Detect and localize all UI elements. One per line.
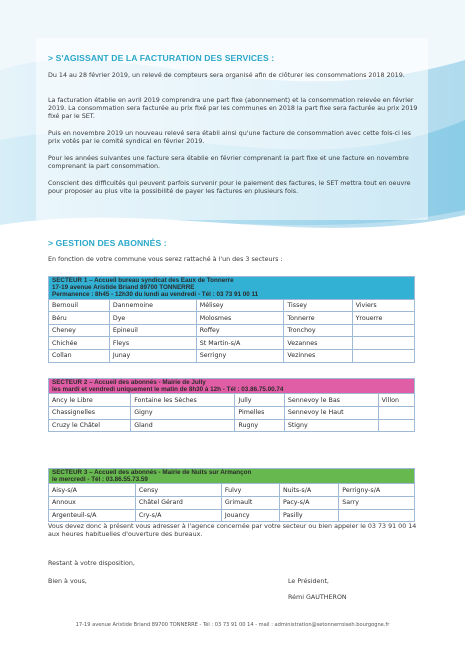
sector-header-row	[49, 379, 415, 394]
table-row	[49, 299, 415, 312]
commune-cell: Aisy-s/A	[49, 484, 136, 497]
commune-cell: Ancy le Libre	[49, 394, 131, 407]
billing-paragraph-2: La facturation établie en avril 2019 comprendra une part fixe (abonnement) et la consommation relevée en février 2019. La consommation sera facturée au prix fixé par les communes en 2018 la part fixe sera facturée au prix 2019 fixé par le SET.	[48, 97, 418, 121]
sector-2-table	[48, 378, 415, 432]
commune-cell: Pacy-s/A	[279, 497, 338, 510]
billing-section-title: > S'AGISSANT DE LA FACTURATION DES SERVICES :	[48, 53, 275, 63]
commune-cell	[352, 337, 414, 350]
commune-cell: Sennevoy le Haut	[284, 407, 378, 420]
commune-cell: Vezinnes	[284, 349, 352, 362]
commune-cell: Junay	[109, 349, 196, 362]
commune-cell	[378, 419, 414, 432]
sector-header-line: 17-19 avenue Aristide Briand 89700 TONNERRE	[52, 284, 195, 292]
sector-1-table	[48, 276, 415, 363]
commune-cell: Cruzy le Châtel	[49, 419, 131, 432]
table-row	[49, 497, 415, 510]
commune-cell: Gigny	[131, 407, 235, 420]
commune-cell: Pimelles	[235, 407, 284, 420]
commune-cell: Sarry	[339, 497, 415, 510]
sector-header-row	[49, 469, 415, 484]
closing-availability: Restant à votre disposition,	[48, 560, 135, 567]
subscribers-section-title: > GESTION DES ABONNÉS :	[48, 238, 167, 248]
commune-cell: Censy	[135, 484, 221, 497]
commune-cell: Yrouerre	[352, 312, 414, 325]
signature-name: Rémi GAUTHERON	[288, 594, 347, 601]
sector-1-header	[49, 277, 415, 300]
commune-cell: Annoux	[49, 497, 136, 510]
commune-cell: Bernouil	[49, 299, 110, 312]
commune-cell: Tissey	[284, 299, 352, 312]
sector-header-line: les mardi et vendredi uniquement le matin de 8h30 à 12h - Tél : 03.86.75.00.74	[52, 386, 284, 394]
commune-cell: Sennevoy le Bas	[284, 394, 378, 407]
commune-cell: Roffey	[196, 324, 284, 337]
commune-cell: Tronchoy	[284, 324, 352, 337]
commune-cell: Fulvy	[221, 484, 279, 497]
table-row	[49, 324, 415, 337]
commune-cell: Epineuil	[109, 324, 196, 337]
commune-cell: Dannemoine	[109, 299, 196, 312]
commune-cell: Serrigny	[196, 349, 284, 362]
commune-cell: Viviers	[352, 299, 414, 312]
commune-cell: Molosmes	[196, 312, 284, 325]
sector-2-header	[49, 379, 415, 394]
table-row	[49, 337, 415, 350]
commune-cell: Perrigny-s/A	[339, 484, 415, 497]
commune-cell: Dye	[109, 312, 196, 325]
signature-role: Le Président,	[288, 578, 329, 585]
closing-paragraph: Vous devez donc à présent vous adresser à l'agence concernée par votre secteur ou bien appeler le 03 73 91 00 14 aux heures habituelles d'ouverture des bureaux.	[48, 523, 417, 539]
commune-cell: Jouancy	[221, 509, 279, 522]
commune-cell: Fontaine les Sèches	[131, 394, 235, 407]
commune-cell: Chichée	[49, 337, 110, 350]
commune-cell: Chassignelles	[49, 407, 131, 420]
billing-paragraph-3: Puis en novembre 2019 un nouveau relevé sera établi ainsi qu'une facture de consommation avec cette fois-ci les prix votés par le comité syndical en février 2019.	[48, 130, 411, 146]
table-row	[49, 312, 415, 325]
page-footer: 17-19 avenue Aristide Briand 89700 TONNERRE - Tél : 03 73 91 00 14 - mail : administration@setonnerroiseh.bourgogne.fr	[75, 622, 390, 628]
commune-cell: Fleys	[109, 337, 196, 350]
commune-cell: Stigny	[284, 419, 378, 432]
commune-cell: Jully	[235, 394, 284, 407]
commune-cell: Pasilly	[279, 509, 338, 522]
commune-cell	[339, 509, 415, 522]
commune-cell: Collan	[49, 349, 110, 362]
table-row	[49, 509, 415, 522]
commune-cell	[352, 349, 414, 362]
billing-paragraph-5: Conscient des difficultés qui peuvent parfois survenir pour le paiement des factures, le SET mettra tout en oeuvre pour proposer au plus vite la possibilité de payer les factures en plusieurs fois.	[48, 180, 411, 196]
commune-cell: Nuits-s/A	[279, 484, 338, 497]
commune-cell: Rugny	[235, 419, 284, 432]
commune-cell: St Martin-s/A	[196, 337, 284, 350]
sector-header-line: SECTEUR 3 – Accueil des abonnés - Mairie de Nuits sur Armançon	[52, 469, 252, 476]
closing-salutation: Bien à vous,	[48, 578, 87, 585]
sector-3-header	[49, 469, 415, 484]
commune-cell: Tonnerre	[284, 312, 352, 325]
table-row	[49, 407, 415, 420]
commune-cell: Grimault	[221, 497, 279, 510]
sector-3-table	[48, 468, 415, 522]
billing-paragraph-4: Pour les années suivantes une facture sera établie en février comprenant la part fixe et une facture en novembre comprenant la part consommation.	[48, 155, 409, 171]
table-row	[49, 419, 415, 432]
commune-cell: Villon	[378, 394, 414, 407]
sector-header-line: Permanence : 8h45 - 12h30 du lundi au vendredi - Tél : 03 73 91 00 11	[52, 291, 259, 299]
table-row	[49, 349, 415, 362]
table-row	[49, 394, 415, 407]
commune-cell: Béru	[49, 312, 110, 325]
commune-cell	[352, 324, 414, 337]
sector-header-line: SECTEUR 2 – Accueil des abonnés - Mairie de Jully	[52, 379, 206, 386]
billing-paragraph-1: Du 14 au 28 février 2019, un relevé de compteurs sera organisé afin de clôturer les consommations 2018 2019.	[48, 72, 405, 79]
commune-cell	[378, 407, 414, 420]
commune-cell: Châtel Gérard	[135, 497, 221, 510]
subscribers-intro: En fonction de votre commune vous serez rattaché à l'un des 3 secteurs :	[48, 256, 283, 263]
commune-cell: Vezannes	[284, 337, 352, 350]
commune-cell: Mélisey	[196, 299, 284, 312]
commune-cell: Cheney	[49, 324, 110, 337]
sector-header-row	[49, 277, 415, 300]
commune-cell: Cry-s/A	[135, 509, 221, 522]
table-row	[49, 484, 415, 497]
commune-cell: Gland	[131, 419, 235, 432]
commune-cell: Argenteuil-s/A	[49, 509, 136, 522]
sector-header-line: SECTEUR 1 – Accueil bureau syndicat des Eaux de Tonnerre	[52, 277, 234, 284]
sector-header-line: le mercredi - Tél : 03.86.55.73.59	[52, 476, 148, 484]
